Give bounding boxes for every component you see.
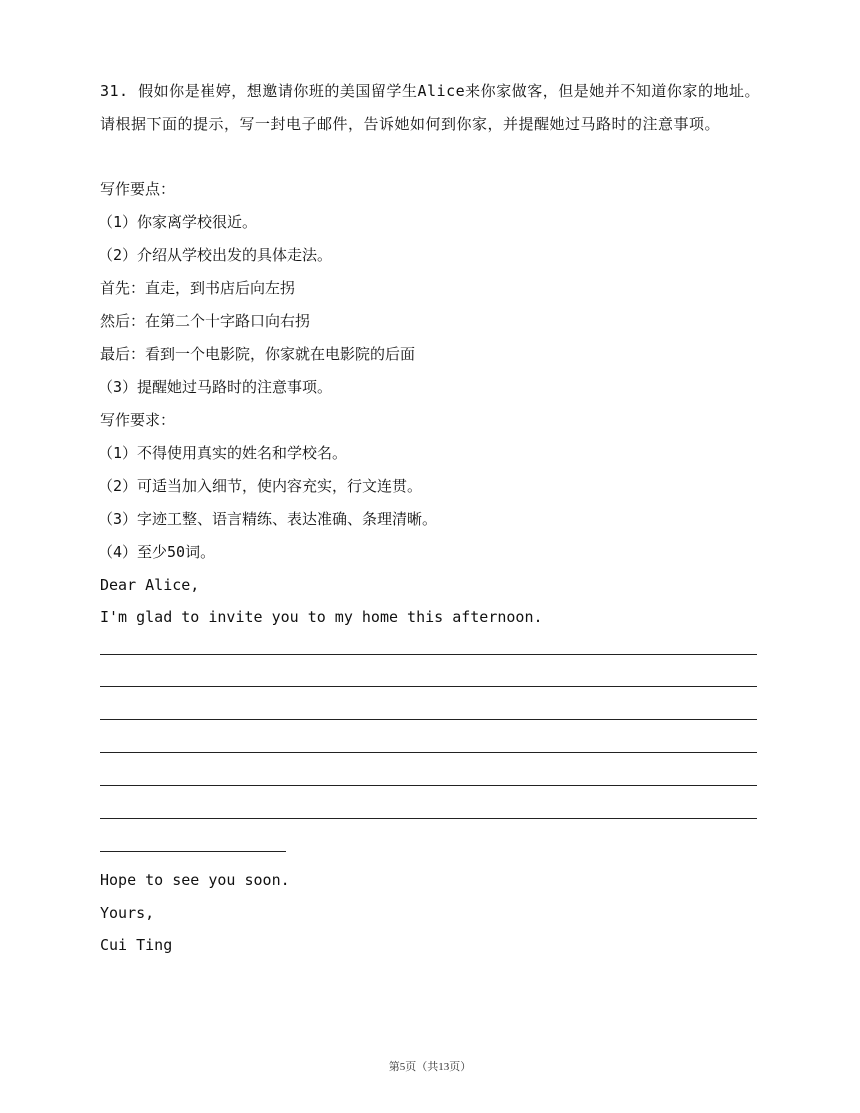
letter-signoff: Yours, <box>100 904 155 922</box>
point-item: 首先：直走，到书店后向左拐 <box>100 279 296 297</box>
point-item: 最后：看到一个电影院，你家就在电影院的后面 <box>100 345 416 363</box>
requirement-item: （1）不得使用真实的姓名和学校名。 <box>98 444 348 462</box>
answer-blank-line[interactable] <box>100 851 286 852</box>
requirement-item: （4）至少50词。 <box>98 543 216 561</box>
point-item: （3）提醒她过马路时的注意事项。 <box>98 378 333 396</box>
requirement-item: （2）可适当加入细节，使内容充实，行文连贯。 <box>98 477 423 495</box>
question-intro: 31. 假如你是崔婷，想邀请你班的美国留学生Alice来你家做客，但是她并不知道你家的地址。请根据下面的提示，写一封电子邮件，告诉她如何到你家，并提醒她过马路时的注意事项。 <box>100 82 760 133</box>
answer-blank-line[interactable] <box>100 686 757 687</box>
answer-blank-line[interactable] <box>100 719 757 720</box>
answer-blank-line[interactable] <box>100 785 757 786</box>
answer-blank-line[interactable] <box>100 818 757 819</box>
letter-closing: Hope to see you soon. <box>100 871 290 889</box>
answer-blank-line[interactable] <box>100 654 757 655</box>
letter-greeting: Dear Alice, <box>100 576 200 594</box>
letter-opening: I'm glad to invite you to my home this afternoon. <box>100 608 543 626</box>
point-item: （1）你家离学校很近。 <box>98 213 258 231</box>
requirements-heading: 写作要求： <box>100 411 176 429</box>
page-footer: 第5页（共13页） <box>388 1061 472 1073</box>
points-heading: 写作要点： <box>100 180 176 198</box>
answer-blank-line[interactable] <box>100 752 757 753</box>
point-item: 然后：在第二个十字路口向右拐 <box>100 312 311 330</box>
point-item: （2）介绍从学校出发的具体走法。 <box>98 246 333 264</box>
letter-signature: Cui Ting <box>100 936 173 954</box>
requirement-item: （3）字迹工整、语言精练、表达准确、条理清晰。 <box>98 510 438 528</box>
